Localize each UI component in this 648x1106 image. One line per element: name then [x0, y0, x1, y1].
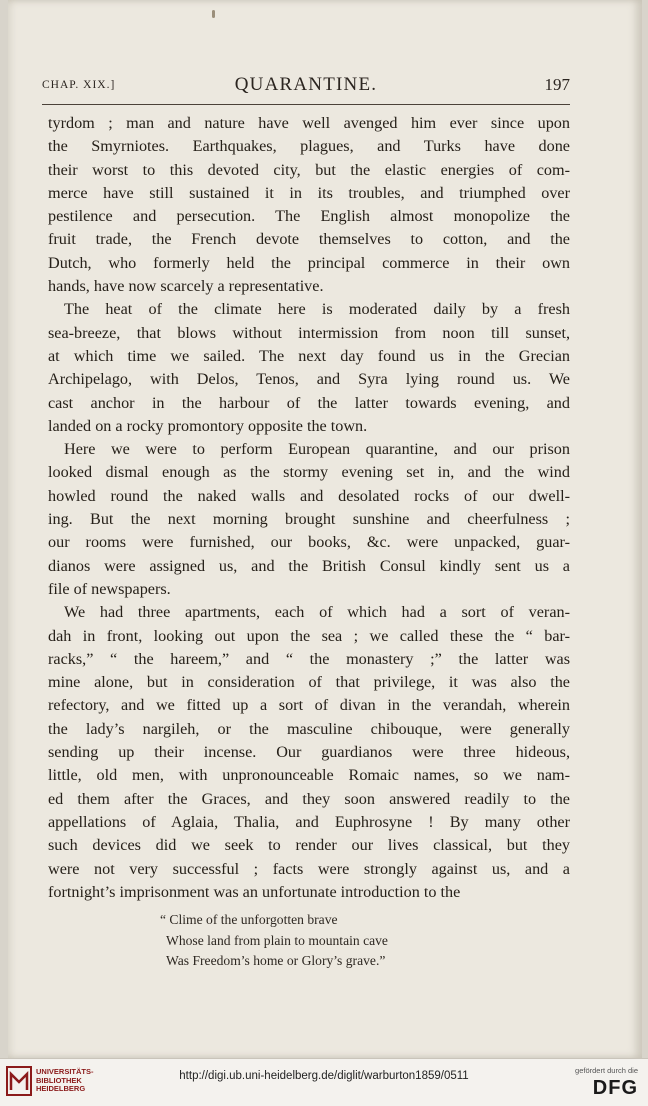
page-title: QUARANTINE. [234, 74, 378, 95]
text-line: landed on a rocky promontory opposite the town. [48, 416, 368, 435]
text-line: fortnight’s imprisonment was an unfortunate introduction to the [48, 882, 461, 901]
quote-line: Whose land from plain to mountain cave [166, 932, 388, 948]
text-line: file of newspapers. [48, 579, 171, 598]
quote-line: “ Clime of the unforgotten brave [160, 912, 338, 927]
text-line: looked dismal enough as the stormy evening set in, and the wind [48, 463, 570, 482]
text-line: refectory, and we fitted up a sort of divan in the verandah, wherein [48, 696, 570, 715]
text-line: We had three apartments, each of which had a sort of veran- [64, 603, 570, 622]
text-line: the Smyrniotes. Earthquakes, plagues, and Turks have done [48, 137, 570, 156]
text-line: fruit trade, the French devote themselves to cotton, and the [48, 230, 570, 249]
page-speck [212, 10, 215, 18]
university-name-line: BIBLIOTHEK [36, 1075, 82, 1085]
text-line: Archipelago, with Delos, Tenos, and Syra lying round us. We [48, 370, 570, 389]
text-line: at which time we sailed. The next day found us in the Grecian [48, 346, 570, 365]
text-line: sea-breeze, that blows without intermission from noon till sunset, [48, 323, 570, 342]
viewer-footer [0, 1058, 648, 1106]
text-line: Here we were to perform European quarantine, and our prison [64, 440, 570, 459]
text-line: Dutch, who formerly held the principal commerce in their own [48, 253, 570, 272]
text-line: our rooms were furnished, our books, &c. were unpacked, guar- [48, 533, 570, 552]
running-header [42, 74, 570, 100]
text-line: dah in front, looking out upon the sea ; we called these the “ bar- [48, 626, 570, 645]
text-line: such devices did we seek to render our lives classical, but they [48, 836, 570, 855]
university-name-line: UNIVERSITÄTS- [36, 1067, 94, 1076]
university-name-line: HEIDELBERG [36, 1084, 86, 1093]
text-line: pestilence and persecution. The English almost monopolize the [48, 207, 570, 226]
text-line: their worst to this devoted city, but the elastic energies of com- [48, 160, 570, 179]
text-line: tyrdom ; man and nature have well avenged him ever since upon [48, 114, 570, 132]
header-rule [42, 104, 570, 105]
text-line: appellations of Aglaia, Thalia, and Euphrosyne ! By many other [48, 812, 570, 831]
body-text [48, 112, 570, 904]
text-line: mine alone, but in consideration of that privilege, it was also the [48, 673, 570, 692]
quote-line: Was Freedom’s home or Glory’s grave.” [166, 953, 386, 968]
text-line: The heat of the climate here is moderated daily by a fresh [64, 300, 570, 319]
dfg-logo: DFG [592, 1077, 638, 1099]
text-line: little, old men, with unpronounceable Romaic names, so we nam- [48, 766, 570, 785]
text-line: were not very successful ; facts were strongly against us, and a [48, 859, 570, 878]
page-number: 197 [544, 75, 570, 94]
text-line: ing. But the next morning brought sunshine and cheerfulness ; [48, 510, 570, 529]
text-line: merce have still sustained it in its troubles, and triumphed over [48, 183, 570, 202]
text-line: the lady’s nargileh, or the masculine chibouque, were generally [48, 719, 570, 738]
text-line: racks,” “ the hareem,” and “ the monastery ;” the latter was [48, 649, 570, 668]
text-line: ed them after the Graces, and they soon answered readily to the [48, 789, 570, 808]
chapter-label: CHAP. XIX.] [42, 79, 116, 91]
text-line: howled round the naked walls and desolated rocks of our dwell- [48, 486, 570, 505]
source-url-link[interactable]: http://digi.ub.uni-heidelberg.de/diglit/warburton1859/0511 [179, 1070, 469, 1082]
text-line: hands, have now scarcely a representative. [48, 277, 324, 296]
text-line: dianos were assigned us, and the British Consul kindly sent us a [48, 556, 570, 575]
text-line: cast anchor in the harbour of the latter towards evening, and [48, 393, 570, 412]
text-line: sending up their incense. Our guardianos were three hideous, [48, 743, 570, 762]
funded-by-label: gefördert durch die [575, 1066, 638, 1075]
verse-quote [160, 910, 490, 972]
